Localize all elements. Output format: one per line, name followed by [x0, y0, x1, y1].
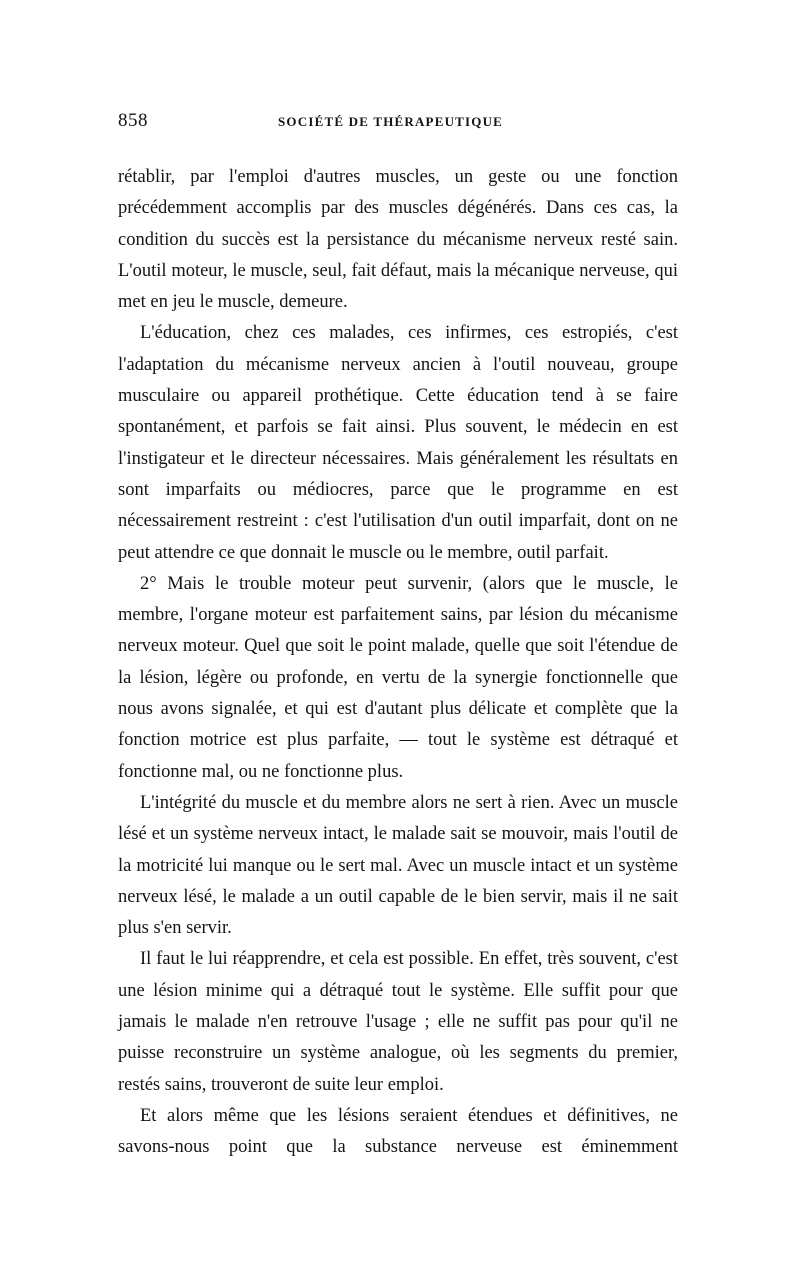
paragraph: Il faut le lui réapprendre, et cela est possible. En effet, très souvent, c'est une lésion minime qui a détraqué tout le système. Elle suffit pour que jamais le malade n'en retrouve l'usage ; elle ne suffit pas pour qu'il ne puisse reconstruire un système analogue, où les segments du premier, restés sains, trouveront de suite leur emploi. — [118, 949, 678, 1095]
body-text — [118, 162, 678, 1164]
paragraph: L'intégrité du muscle et du membre alors ne sert à rien. Avec un muscle lésé et un système nerveux intact, le malade sait se mouvoir, mais l'outil de la motricité lui manque ou le sert mal. Avec un muscle intact et un système nerveux lésé, le malade a un outil capable de le bien servir, mais il ne sait plus s'en servir. — [118, 792, 678, 939]
paragraph: 2° Mais le trouble moteur peut survenir, (alors que le muscle, le membre, l'organe moteur est parfaitement sains, par lésion du mécanisme nerveux moteur. Quel que soit le point malade, quelle que soit l'étendue de la lésion, légère ou profonde, en vertu de la synergie fonctionnelle que nous avons signalée, et qui est d'autant plus délicate et complète que la fonction motrice est plus parfaite, — tout le système est détraqué et fonctionne mal, ou ne fonctionne plus. — [118, 573, 678, 782]
book-page — [118, 110, 678, 1164]
running-title: SOCIÉTÉ DE THÉRAPEUTIQUE — [278, 114, 504, 129]
page-number: 858 — [118, 110, 148, 131]
paragraph: Et alors même que les lésions seraient étendues et définitives, ne savons-nous point que la substance nerveuse est éminemment — [118, 1105, 678, 1158]
paragraph: rétablir, par l'emploi d'autres muscles, un geste ou une fonction précédemment accomplis par des muscles dégénérés. Dans ces cas, la condition du succès est la persistance du mécanisme nerveux resté sain. L'outil moteur, le muscle, seul, fait défaut, mais la mécanique nerveuse, qui met en jeu le muscle, demeure. — [118, 167, 678, 313]
paragraph: L'éducation, chez ces malades, ces infirmes, ces estropiés, c'est l'adaptation du mécanisme nerveux ancien à l'outil nouveau, groupe musculaire ou appareil prothétique. Cette éducation tend à se faire spontanément, et parfois se fait ainsi. Plus souvent, le médecin en est l'instigateur et le directeur nécessaires. Mais généralement les résultats en sont imparfaits ou médiocres, parce que le programme en est nécessairement restreint : c'est l'utilisation d'un outil imparfait, dont on ne peut attendre ce que donnait le muscle ou le membre, outil parfait. — [118, 323, 678, 563]
page-header — [118, 110, 678, 140]
